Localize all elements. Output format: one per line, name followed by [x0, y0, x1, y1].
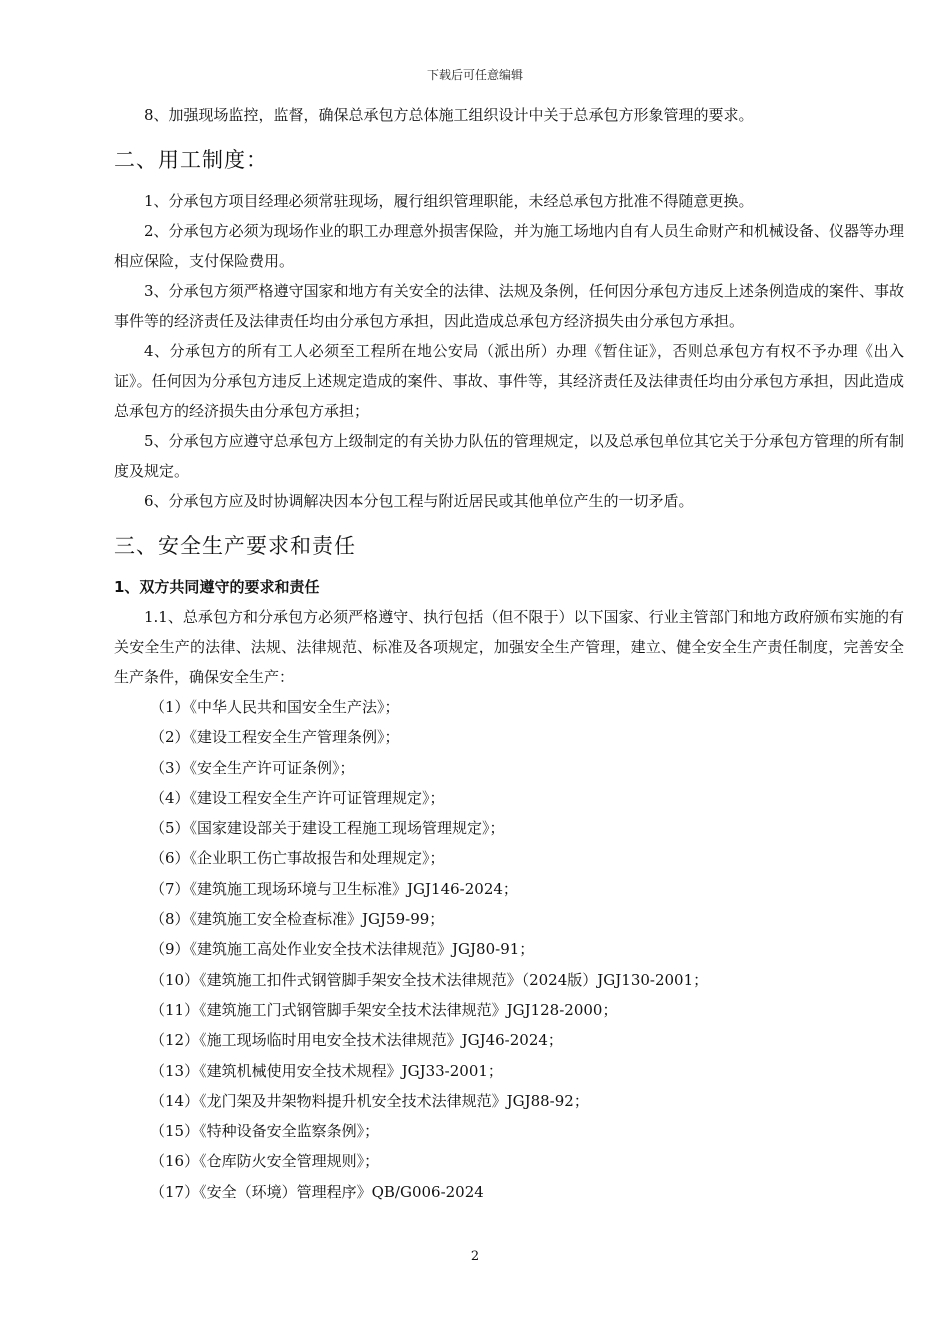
standard-item: （7）《建筑施工现场环境与卫生标准》JGJ146-2024；: [150, 879, 518, 898]
safety-paragraph: 1.1、总承包方和分承包方必须严格遵守、执行包括（但不限于）以下国家、行业主管部门和地方政府颁布实施的有关安全生产的法律、法规、法律规范、标准及各项规定，加强安全生产管理，建立、健全安全生产责任制度，完善安全生产条件，确保安全生产：: [114, 608, 904, 686]
standard-item: （5）《国家建设部关于建设工程施工现场管理规定》；: [150, 819, 505, 838]
standard-item: （14）《龙门架及井架物料提升机安全技术法律规范》JGJ88-92；: [150, 1091, 589, 1110]
page-header: 下载后可任意编辑: [426, 68, 523, 82]
standard-item: （17）《安全（环境）管理程序》QB/G006-2024: [150, 1182, 484, 1201]
standard-item: （4）《建设工程安全生产许可证管理规定》；: [150, 788, 445, 807]
standard-item: （13）《建筑机械使用安全技术规程》JGJ33-2001；: [150, 1061, 503, 1080]
standard-item: （1）《中华人民共和国安全生产法》；: [150, 698, 400, 716]
standard-item: （8）《建筑施工安全检查标准》JGJ59-99；: [150, 910, 445, 929]
standard-item: （11）《建筑施工门式钢管脚手架安全技术法律规范》JGJ128-2000；: [150, 1000, 618, 1019]
subsection-title-shared-duties: 1、双方共同遵守的要求和责任: [114, 578, 320, 596]
intro-item: 8、加强现场监控，监督，确保总承包方总体施工组织设计中关于总承包方形象管理的要求。: [144, 106, 754, 124]
section-title-employment: 二、用工制度：: [114, 148, 268, 172]
employment-rules: [114, 186, 904, 516]
document-body: [114, 100, 904, 1207]
standard-item: （15）《特种设备安全监察条例》；: [150, 1122, 380, 1141]
standard-item: （6）《企业职工伤亡事故报告和处理规定》；: [150, 849, 445, 868]
employment-rule-6: 6、分承包方应及时协调解决因本分包工程与附近居民或其他单位产生的一切矛盾。: [144, 492, 694, 510]
employment-rule-5: 5、分承包方应遵守总承包方上级制定的有关协力队伍的管理规定，以及总承包单位其它关于分承包方管理的所有制度及规定。: [114, 432, 904, 480]
standard-item: （12）《施工现场临时用电安全技术法律规范》JGJ46-2024；: [150, 1031, 563, 1050]
standard-item: （16）《仓库防火安全管理规则》；: [150, 1152, 380, 1171]
page-number: 2: [470, 1249, 480, 1264]
employment-rule-1: 1、分承包方项目经理必须常驻现场，履行组织管理职能，未经总承包方批准不得随意更换。: [144, 192, 754, 210]
employment-rule-4: 4、分承包方的所有工人必须至工程所在地公安局（派出所）办理《暂住证》，否则总承包方有权不予办理《出入证》。任何因为分承包方违反上述规定造成的案件、事故、事件等，其经济责任及法律责任均由分承包方承担，因此造成总承包方的经济损失由分承包方承担；: [114, 342, 904, 420]
employment-rule-2: 2、分承包方必须为现场作业的职工办理意外损害保险，并为施工场地内自有人员生命财产和机械设备、仪器等办理相应保险，支付保险费用。: [114, 222, 904, 270]
standard-item: （10）《建筑施工扣件式钢管脚手架安全技术法律规范》（2024版）JGJ130-2001；: [150, 970, 709, 989]
section-title-safety: 三、安全生产要求和责任: [114, 534, 356, 558]
standard-item: （3）《安全生产许可证条例》；: [150, 758, 355, 777]
employment-rule-3: 3、分承包方须严格遵守国家和地方有关安全的法律、法规及条例，任何因分承包方违反上述条例造成的案件、事故事件等的经济责任及法律责任均由分承包方承担，因此造成总承包方经济损失由分承包方承担。: [114, 282, 904, 330]
standard-item: （9）《建筑施工高处作业安全技术法律规范》JGJ80-91；: [150, 940, 535, 959]
standards-list: [114, 692, 904, 1207]
standard-item: （2）《建设工程安全生产管理条例》；: [150, 728, 400, 747]
